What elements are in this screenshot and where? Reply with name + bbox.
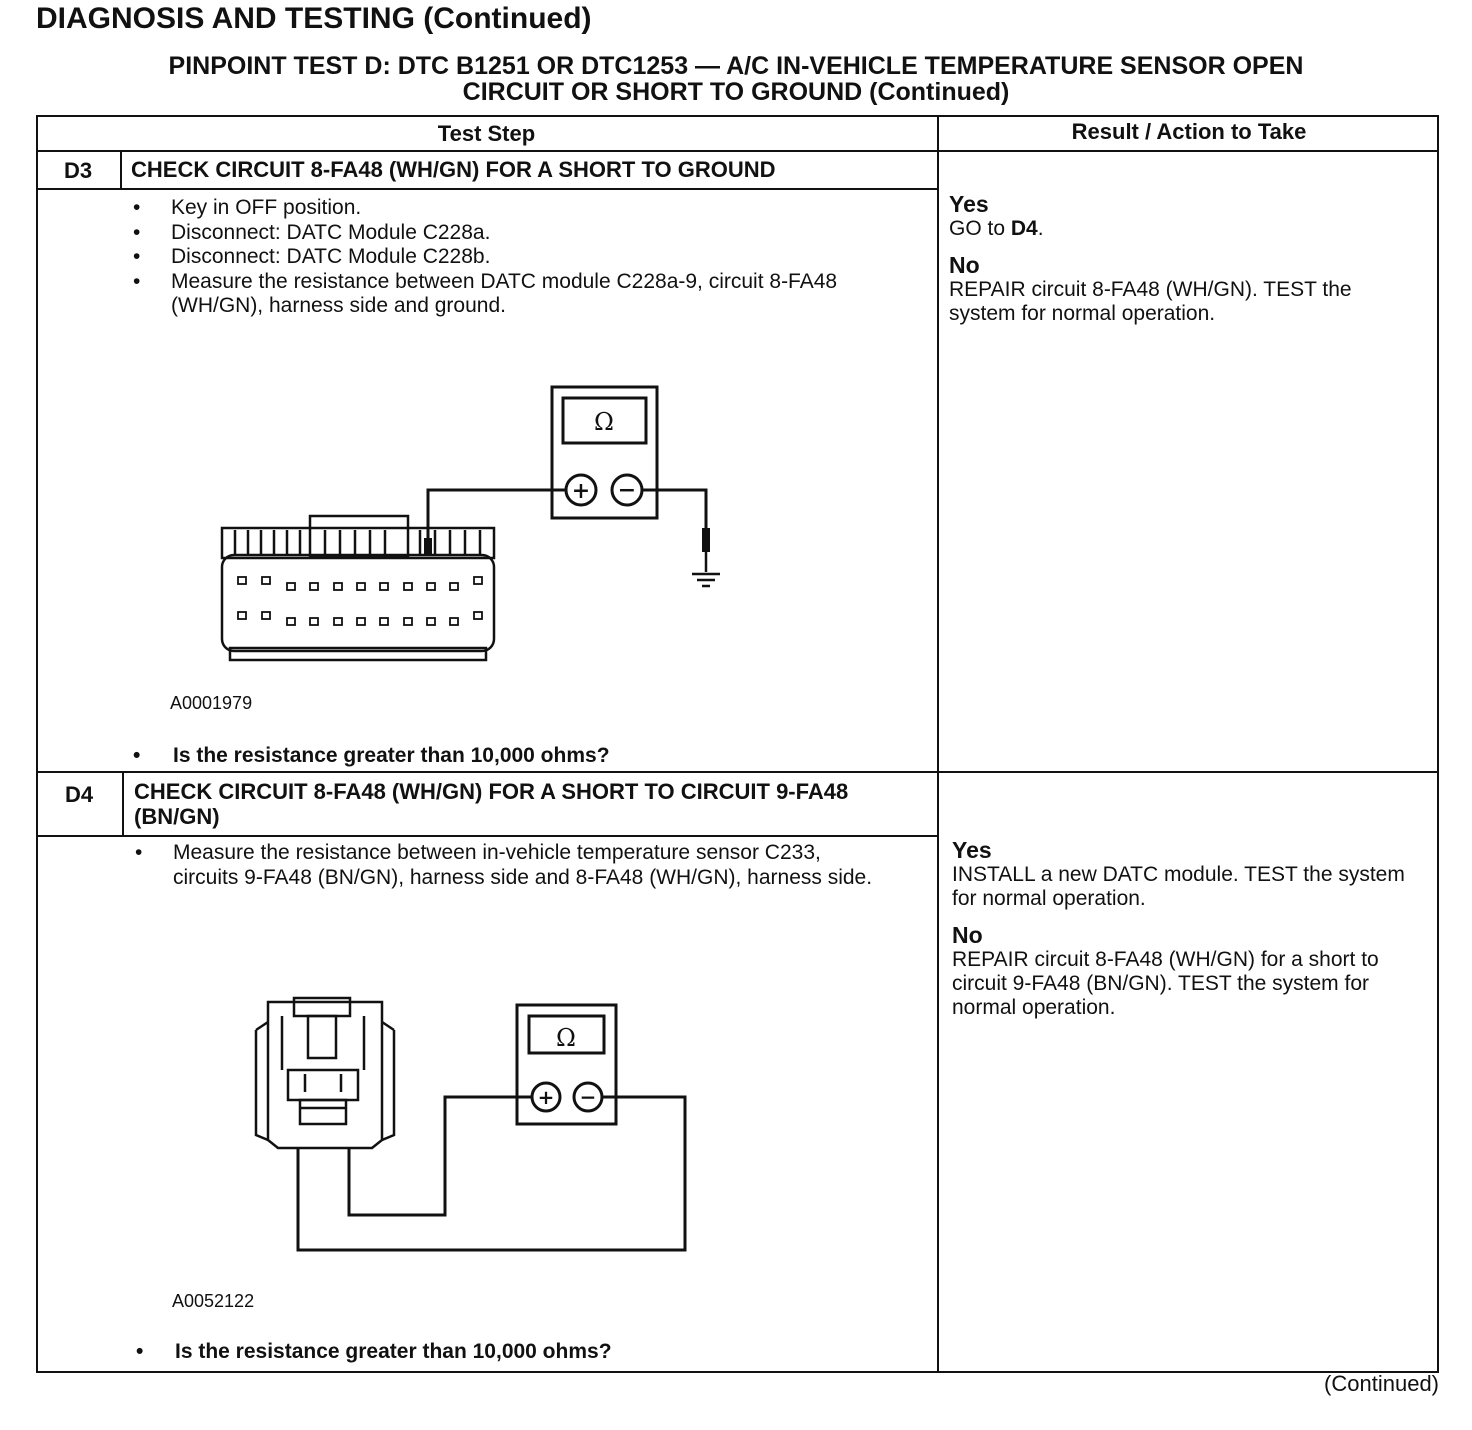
row-divider — [36, 771, 1439, 773]
step-id-d3: D3 — [63, 158, 93, 183]
pinpoint-test-title-line1: PINPOINT TEST D: DTC B1251 OR DTC1253 — A/C IN-VEHICLE TEMPERATURE SENSOR OPEN — [168, 52, 1304, 80]
result-d3 — [949, 192, 1419, 326]
result-d4 — [952, 838, 1428, 1020]
ohmmeter-icon — [517, 1005, 616, 1124]
question-d4: • Is the resistance greater than 10,000 ohms? — [136, 1340, 612, 1363]
col-header-result: Result / Action to Take — [1071, 119, 1307, 144]
list-item: • Disconnect: DATC Module C228b. — [133, 245, 491, 268]
no-action: REPAIR circuit 8-FA48 (WH/GN) for a short to circuit 9-FA48 (BN/GN). TEST the system for normal operation. — [952, 948, 1379, 1019]
ohm-symbol: Ω — [556, 1024, 576, 1052]
plus-terminal-symbol: + — [537, 1085, 555, 1109]
step-id-d4: D4 — [64, 782, 94, 807]
column-divider — [937, 115, 939, 1373]
yes-action: GO to D4. — [949, 217, 1044, 240]
yes-label: Yes — [952, 837, 992, 863]
no-label: No — [952, 922, 983, 948]
ohm-symbol: Ω — [594, 408, 614, 436]
step-title-d3: CHECK CIRCUIT 8-FA48 (WH/GN) FOR A SHORT TO GROUND — [131, 157, 776, 182]
d3-diagram — [200, 380, 740, 670]
continued-label: (Continued) — [1324, 1371, 1439, 1396]
list-item: • Disconnect: DATC Module C228a. — [133, 220, 491, 244]
d4-id-divider — [122, 771, 124, 835]
no-label: No — [949, 252, 980, 278]
minus-terminal-symbol: − — [579, 1085, 597, 1109]
page-title: DIAGNOSIS AND TESTING (Continued) — [36, 2, 592, 35]
d4-diagram — [240, 990, 700, 1260]
figure-id-d4: A0052122 — [172, 1291, 255, 1311]
pinpoint-test-title-line2: CIRCUIT OR SHORT TO GROUND (Continued) — [462, 78, 1010, 106]
list-item: • Key in OFF position. — [133, 196, 362, 219]
col-header-test-step: Test Step — [437, 121, 536, 146]
question-d3: • Is the resistance greater than 10,000 ohms? — [133, 744, 610, 767]
d3-instructions — [133, 196, 903, 319]
d3-title-divider — [36, 188, 937, 190]
two-pin-sensor-connector-icon — [256, 998, 394, 1148]
yes-label: Yes — [949, 191, 989, 217]
list-item: • Measure the resistance between in-vehicle temperature sensor C233, circuits 9-FA48 (BN/GN), harness side and 8-FA48 (WH/GN), harness side. — [135, 841, 873, 889]
no-action: REPAIR circuit 8-FA48 (WH/GN). TEST the system for normal operation. — [949, 278, 1352, 325]
yes-action: INSTALL a new DATC module. TEST the system for normal operation. — [952, 863, 1405, 910]
figure-id-d3: A0001979 — [170, 693, 253, 713]
ohmmeter-icon — [552, 387, 657, 518]
plus-terminal-symbol: + — [571, 478, 591, 504]
d4-instructions — [135, 841, 890, 890]
multi-pin-connector-icon — [222, 516, 494, 660]
d3-id-divider — [120, 150, 122, 188]
minus-terminal-symbol: − — [617, 477, 637, 503]
ground-symbol-icon — [692, 552, 720, 586]
header-divider — [36, 150, 1439, 152]
step-title-d4: CHECK CIRCUIT 8-FA48 (WH/GN) FOR A SHORT TO CIRCUIT 9-FA48 (BN/GN) — [134, 779, 849, 829]
list-item: • Measure the resistance between DATC module C228a-9, circuit 8-FA48 (WH/GN), harness side and ground. — [133, 269, 838, 317]
d4-title-divider — [36, 835, 937, 837]
negative-probe — [702, 528, 710, 552]
